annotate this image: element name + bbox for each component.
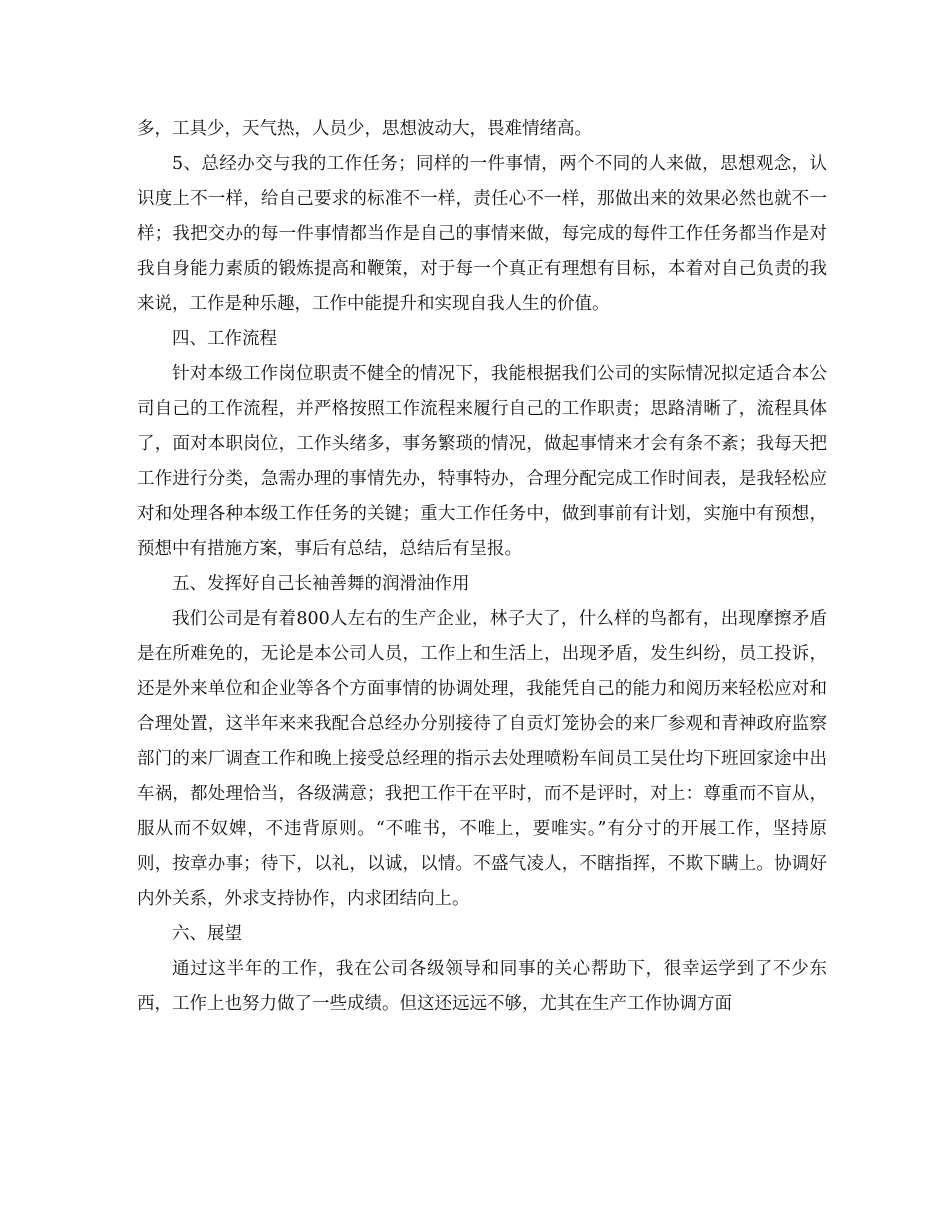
paragraph-item-5-task: 5、总经办交与我的工作任务；同样的一件事情，两个不同的人来做，思想观念，认识度上不一样，给自己要求的标准不一样，责任心不一样，那做出来的效果必然也就不一样；我把交办的每一件事情都当作是自己的事情来做，每完成的每件工作任务都当作是对我自身能力素质的锻炼提高和鞭策，对于每一个真正有理想有目标，本着对自己负责的我来说，工作是种乐趣，工作中能提升和实现自我人生的价值。 bbox=[137, 154, 827, 314]
document-page bbox=[137, 112, 827, 1022]
paragraph-outlook: 通过这半年的工作，我在公司各级领导和同事的关心帮助下，很幸运学到了不少东西，工作上也努力做了一些成绩。但这还远远不够，尤其在生产工作协调方面 bbox=[137, 959, 827, 1014]
paragraph-workflow: 针对本级工作岗位职责不健全的情况下，我能根据我们公司的实际情况拟定适合本公司自己的工作流程，并严格按照工作流程来履行自己的工作职责；思路清晰了，流程具体了，面对本职岗位，工作头绪多，事务繁琐的情况，做起事情来才会有条不紊；我每天把工作进行分类，急需办理的事情先办，特事特办，合理分配完成工作时间表，是我轻松应对和处理各种本级工作任务的关键；重大工作任务中，做到事前有计划，实施中有预想，预想中有措施方案，事后有总结，总结后有呈报。 bbox=[137, 364, 827, 559]
section-heading-lubricant-role: 五、发挥好自己长袖善舞的润滑油作用 bbox=[172, 574, 470, 594]
paragraph-continuation: 多，工具少，天气热，人员少，思想波动大，畏难情绪高。 bbox=[137, 119, 592, 139]
section-heading-outlook: 六、展望 bbox=[172, 924, 242, 944]
section-heading-workflow: 四、工作流程 bbox=[172, 329, 277, 349]
paragraph-lubricant-role: 我们公司是有着800人左右的生产企业，林子大了，什么样的鸟都有，出现摩擦矛盾是在所难免的，无论是本公司人员，工作上和生活上，出现矛盾，发生纠纷，员工投诉，还是外来单位和企业等各个方面事情的协调处理，我能凭自己的能力和阅历来轻松应对和合理处置，这半年来来我配合总经办分别接待了自贡灯笼协会的来厂参观和青神政府监察部门的来厂调查工作和晚上接受总经理的指示去处理喷粉车间员工吴仕均下班回家途中出车祸，都处理恰当，各级满意；我把工作干在平时，而不是评时，对上：尊重而不盲从，服从而不奴婢，不违背原则。“不唯书，不唯上，要唯实。”有分寸的开展工作，坚持原则，按章办事；待下，以礼，以诚，以情。不盛气凌人，不瞎指挥，不欺下瞒上。协调好内外关系，外求支持协作，内求团结向上。 bbox=[137, 609, 827, 909]
